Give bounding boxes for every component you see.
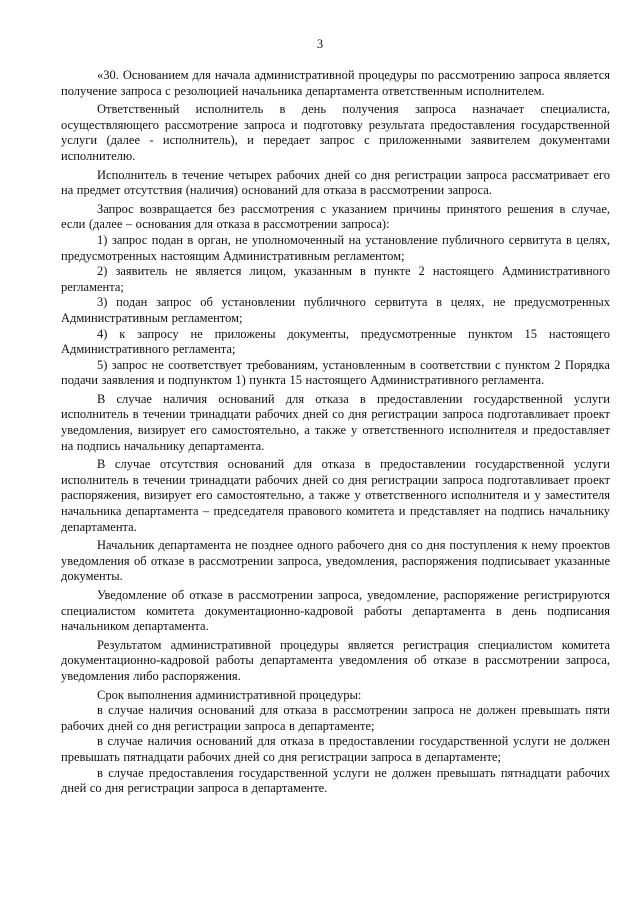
paragraph: В случае наличия оснований для отказа в предоставлении государственной услуги исполнитель в течении тринадцати рабочих дней со дня регистрации запроса подготавливает проект уведомления, визирует его самостоятельно, а также у ответственного исполнителя и предоставляет на подпись начальнику департамента. (61, 391, 610, 453)
page-number: 3 (316, 37, 324, 51)
paragraph: Запрос возвращается без рассмотрения с указанием причины принятого решения в случае, если (далее – основания для отказа в рассмотрении запроса): (61, 201, 610, 232)
list-item: 1) запрос подан в орган, не уполномоченный на установление публичного сервитута в целях, предусмотренных настоящим Административным регламентом; (61, 232, 610, 263)
list-item: в случае наличия оснований для отказа в предоставлении государственной услуги не должен превышать пятнадцати рабочих дней со дня регистрации запроса в департаменте; (61, 734, 610, 764)
paragraph: Начальник департамента не позднее одного рабочего дня со дня поступления к нему проектов уведомления об отказе в рассмотрении запроса, уведомления, распоряжения подписывает указанные документы. (61, 538, 610, 584)
paragraph: «30. Основанием для начала административной процедуры по рассмотрению запроса является получение запроса с резолюцией начальника департамента ответственным исполнителем. (61, 68, 610, 98)
document-body (61, 68, 610, 797)
list-item: 5) запрос не соответствует требованиям, установленным в соответствии с пунктом 2 Порядка подачи заявления и подпунктом 1) пункта 15 настоящего Административного регламента. (61, 357, 610, 388)
list-item: 4) к запросу не приложены документы, предусмотренные пунктом 15 настоящего Административного регламента; (61, 326, 610, 357)
list-item: 2) заявитель не является лицом, указанным в пункте 2 настоящего Административного регламента; (61, 264, 610, 294)
paragraph: Ответственный исполнитель в день получения запроса назначает специалиста, осуществляющего рассмотрение запроса и подготовку результата предоставления государственной услуги (далее - исполнитель), и передает запрос с приложенными заявителем документами исполнителю. (61, 102, 610, 163)
paragraph: Исполнитель в течение четырех рабочих дней со дня регистрации запроса рассматривает его на предмет отсутствия (наличия) оснований для отказа в рассмотрении запроса. (61, 167, 610, 198)
list-item: в случае предоставления государственной услуги не должен превышать пятнадцати рабочих дней со дня регистрации запроса в департаменте. (61, 765, 610, 796)
paragraph: Результатом административной процедуры является регистрация специалистом комитета документационно-кадровой работы департамента уведомления об отказе в рассмотрении запроса, уведомления либо распоряжения. (61, 637, 610, 683)
paragraph: Срок выполнения административной процедуры: (97, 687, 362, 702)
paragraph: Уведомление об отказе в рассмотрении запроса, уведомление, распоряжение регистрируются специалистом комитета документационно-кадровой работы департамента в день подписания начальником департамента. (61, 588, 610, 634)
list-item: в случае наличия оснований для отказа в рассмотрении запроса не должен превышать пяти рабочих дней со дня регистрации запроса в департаменте; (61, 703, 610, 733)
list-item: 3) подан запрос об установлении публичного сервитута в целях, не предусмотренных Административным регламентом; (61, 295, 610, 325)
paragraph: В случае отсутствия оснований для отказа в предоставлении государственной услуги исполнитель в течении тринадцати рабочих дней со дня регистрации запроса подготавливает проект распоряжения, визирует его самостоятельно, а также у ответственного исполнителя и у заместителя начальника департамента – председателя правового комитета и представляет на подпись начальнику департамента. (61, 457, 610, 534)
